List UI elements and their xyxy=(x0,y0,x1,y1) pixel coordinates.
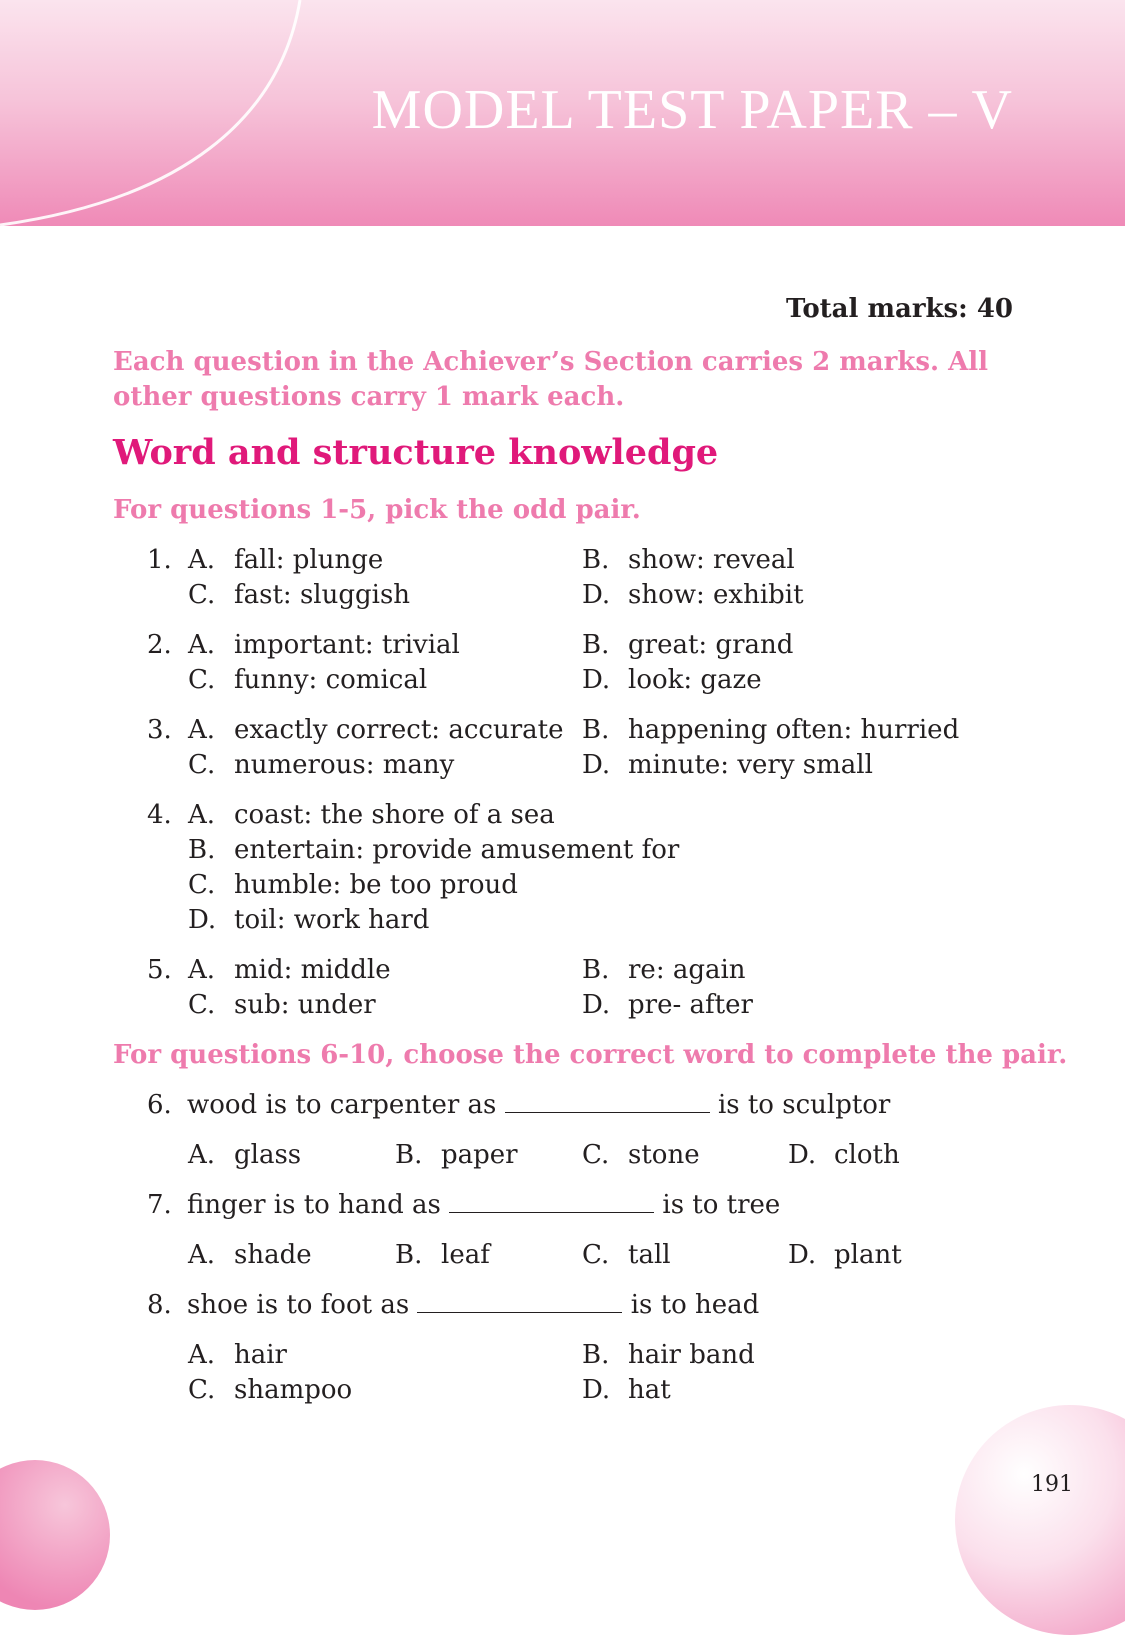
question-number: 1. xyxy=(147,545,172,575)
option-letter: B. xyxy=(395,1140,423,1170)
option-text: happening often: hurried xyxy=(628,715,960,745)
question-stem xyxy=(187,1188,780,1223)
option-text: great: grand xyxy=(628,630,794,660)
option-text: minute: very small xyxy=(628,750,873,780)
question-number: 2. xyxy=(147,630,172,660)
question-stem xyxy=(187,1088,890,1123)
answer-blank xyxy=(449,1190,654,1213)
answer-blank xyxy=(417,1290,622,1313)
option-letter: D. xyxy=(582,750,611,780)
question-number: 7. xyxy=(147,1190,172,1220)
section-heading: Word and structure knowledge xyxy=(113,432,719,473)
option-letter: C. xyxy=(188,870,216,900)
option-letter: C. xyxy=(188,665,216,695)
question-number: 8. xyxy=(147,1290,172,1320)
option-text: important: trivial xyxy=(234,630,460,660)
option-text: tall xyxy=(628,1240,671,1270)
option-text: fast: sluggish xyxy=(234,580,411,610)
intro-text: Each question in the Achiever’s Section carries 2 marks. All other questions carry 1 mark each. xyxy=(113,347,988,412)
stem-after: is to tree xyxy=(662,1190,781,1220)
option-letter: A. xyxy=(188,545,216,575)
option-letter: C. xyxy=(582,1240,610,1270)
option-text: shampoo xyxy=(234,1375,353,1405)
option-text: funny: comical xyxy=(234,665,428,695)
option-text: pre- after xyxy=(628,990,753,1020)
option-text: leaf xyxy=(441,1240,490,1270)
question-number: 3. xyxy=(147,715,172,745)
option-letter: B. xyxy=(395,1240,423,1270)
option-text: hair band xyxy=(628,1340,755,1370)
option-text: humble: be too proud xyxy=(234,870,518,900)
option-letter: C. xyxy=(188,750,216,780)
option-letter: C. xyxy=(582,1140,610,1170)
option-text: shade xyxy=(234,1240,312,1270)
option-letter: C. xyxy=(188,990,216,1020)
option-letter: A. xyxy=(188,1140,216,1170)
option-letter: C. xyxy=(188,1375,216,1405)
page-number: 191 xyxy=(1031,1472,1073,1497)
option-letter: A. xyxy=(188,715,216,745)
option-text: sub: under xyxy=(234,990,376,1020)
option-text: toil: work hard xyxy=(234,905,430,935)
option-text: re: again xyxy=(628,955,746,985)
option-text: stone xyxy=(628,1140,700,1170)
option-letter: D. xyxy=(188,905,217,935)
option-text: glass xyxy=(234,1140,302,1170)
option-text: show: exhibit xyxy=(628,580,804,610)
option-letter: D. xyxy=(582,1375,611,1405)
option-letter: A. xyxy=(188,955,216,985)
option-text: show: reveal xyxy=(628,545,795,575)
stem-after: is to sculptor xyxy=(717,1090,891,1120)
option-letter: B. xyxy=(582,630,610,660)
option-text: plant xyxy=(834,1240,902,1270)
option-letter: D. xyxy=(582,990,611,1020)
stem-before: wood is to carpenter as xyxy=(187,1090,497,1120)
page-title: MODEL TEST PAPER – V xyxy=(371,79,1013,141)
option-letter: B. xyxy=(188,835,216,865)
option-letter: D. xyxy=(788,1140,817,1170)
option-letter: A. xyxy=(188,630,216,660)
decorative-circle-right xyxy=(955,1405,1125,1635)
option-letter: B. xyxy=(582,545,610,575)
option-letter: A. xyxy=(188,800,216,830)
option-text: look: gaze xyxy=(628,665,762,695)
header-band xyxy=(0,0,1125,226)
stem-before: shoe is to foot as xyxy=(187,1290,410,1320)
option-text: exactly correct: accurate xyxy=(234,715,564,745)
option-text: entertain: provide amusement for xyxy=(234,835,680,865)
option-letter: B. xyxy=(582,1340,610,1370)
option-text: mid: middle xyxy=(234,955,391,985)
instruction-1: For questions 1-5, pick the odd pair. xyxy=(113,495,641,525)
question-number: 4. xyxy=(147,800,172,830)
option-text: paper xyxy=(441,1140,518,1170)
question-number: 5. xyxy=(147,955,172,985)
total-marks: Total marks: 40 xyxy=(785,294,1013,324)
option-text: fall: plunge xyxy=(234,545,384,575)
option-text: hair xyxy=(234,1340,287,1370)
stem-after: is to head xyxy=(630,1290,760,1320)
option-letter: D. xyxy=(582,665,611,695)
option-letter: B. xyxy=(582,715,610,745)
option-letter: D. xyxy=(788,1240,817,1270)
decorative-circle-left xyxy=(0,1460,110,1610)
option-letter: B. xyxy=(582,955,610,985)
question-number: 6. xyxy=(147,1090,172,1120)
instruction-2: For questions 6-10, choose the correct word to complete the pair. xyxy=(113,1040,1068,1070)
option-letter: A. xyxy=(188,1240,216,1270)
option-letter: C. xyxy=(188,580,216,610)
option-letter: D. xyxy=(582,580,611,610)
option-text: numerous: many xyxy=(234,750,455,780)
answer-blank xyxy=(505,1090,710,1113)
option-text: hat xyxy=(628,1375,671,1405)
option-letter: A. xyxy=(188,1340,216,1370)
stem-before: finger is to hand as xyxy=(187,1190,441,1220)
question-stem xyxy=(187,1288,759,1323)
option-text: coast: the shore of a sea xyxy=(234,800,555,830)
option-text: cloth xyxy=(834,1140,900,1170)
